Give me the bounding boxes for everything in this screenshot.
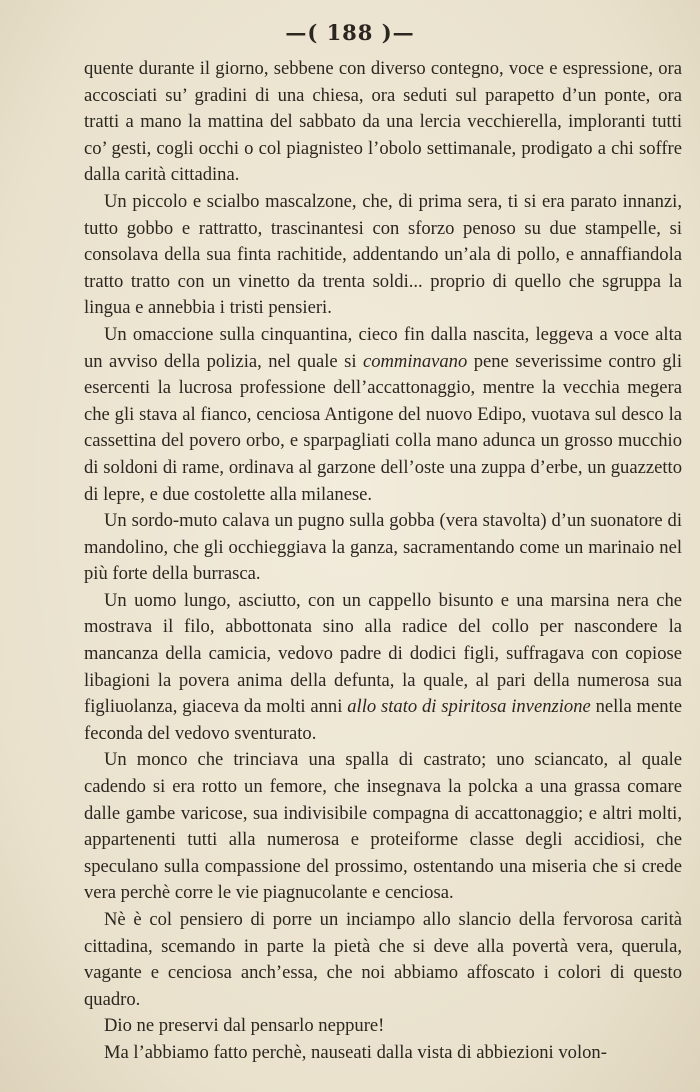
text-run: Un piccolo e scialbo mascalzone, che, di prima sera, ti si era parato innanzi, tutto gobbo e rattratto, trascinantesi con sforzo penoso su due stampelle, si consolava della sua finta rachitide, addentando un’ala di pollo, e annaffiandola tratto tratto con un vinetto da trenta soldi... proprio di quello che sgruppa la lingua e annebbia i tristi pensieri. (84, 190, 682, 319)
text-run: Nè è col pensiero di porre un inciampo allo slancio della fervorosa carità cittadina, scemando in parte la pietà che si deve alla povertà vera, querula, vagante e cenciosa anch’essa, che noi abbiamo affoscato i colori di questo quadro. (84, 909, 682, 1010)
paragraph (84, 189, 682, 322)
text-run: Un uomo lungo, asciutto, con un cappello bisunto e una marsina nera che mostrava il filo, abbottonata sino alla radice del collo per nascondere la mancanza della camicia, vedovo padre di dodici figli, suffragava con copiose libagioni la povera anima della defunta, la quale, al pari della numerosa sua figliuolanza, giaceva da molti anni (84, 589, 682, 718)
text-run: Un sordo-muto calava un pugno sulla gobba (vera stavolta) d’un suonatore di mandolino, che gli occhieggiava la ganza, sacramentando come un marinaio nel più forte della burrasca. (84, 510, 682, 585)
italic-text: allo stato di spiritosa invenzione (347, 696, 591, 718)
paragraph (84, 56, 682, 189)
text-run: Dio ne preservi dal pensarlo neppure! (104, 1015, 385, 1037)
paragraph (84, 322, 682, 508)
paragraph (84, 508, 682, 588)
text-run: Un monco che trinciava una spalla di castrato; uno sciancato, al quale cadendo si era rotto un femore, che insegnava la polcka a una grassa comare dalle gambe varicose, sua indivisibile compagna di accattonaggio; e altri molti, appartenenti tutti alla numerosa e proteiforme classe degli accidiosi, che speculano sulla compassione del prossimo, ostentando una miseria che si crede vera perchè corre le vie piagnucolante e cenciosa. (84, 749, 682, 904)
text-run: nella mente feconda del vedovo sventurato. (84, 696, 682, 744)
text-run: Un omaccione sulla cinquantina, cieco fin dalla nascita, leggeva a voce alta un avviso della polizia, nel quale si (84, 323, 682, 372)
paragraph (84, 747, 682, 907)
paragraph (84, 1040, 682, 1067)
text-run: Ma l’abbiamo fatto perchè, nauseati dalla vista di abbiezioni volon- (104, 1041, 607, 1063)
body-text (84, 56, 682, 1067)
italic-text: comminavano (362, 350, 468, 372)
paragraph (84, 907, 682, 1013)
text-run: pene severissime contro gli esercenti la lucrosa professione dell’accattonaggio, mentre la vecchia megera che gli stava al fianco, cenciosa Antigone del nuovo Edipo, vuotava sul desco la cassettina del povero orbo, e sparpagliati colla mano adunca un grosso mucchio di soldoni di rame, ordinava al garzone dell’oste una zuppa d’erbe, un guazzetto di lepre, e due costolette alla milanese. (84, 350, 682, 505)
paragraph (84, 588, 682, 748)
page-number: —( 188 )— (285, 20, 415, 45)
text-run: quente durante il giorno, sebbene con diverso contegno, voce e espressione, ora accosciati su’ gradini di una chiesa, ora seduti sul parapetto d’un ponte, ora tratti a mano la mattina del sabbato da una lercia vecchierella, imploranti tutti co’ gesti, cogli occhi o col piagnisteo l’obolo settimanale, prodigato a chi soffre dalla carità cittadina. (84, 58, 682, 186)
paragraph (84, 1013, 682, 1040)
